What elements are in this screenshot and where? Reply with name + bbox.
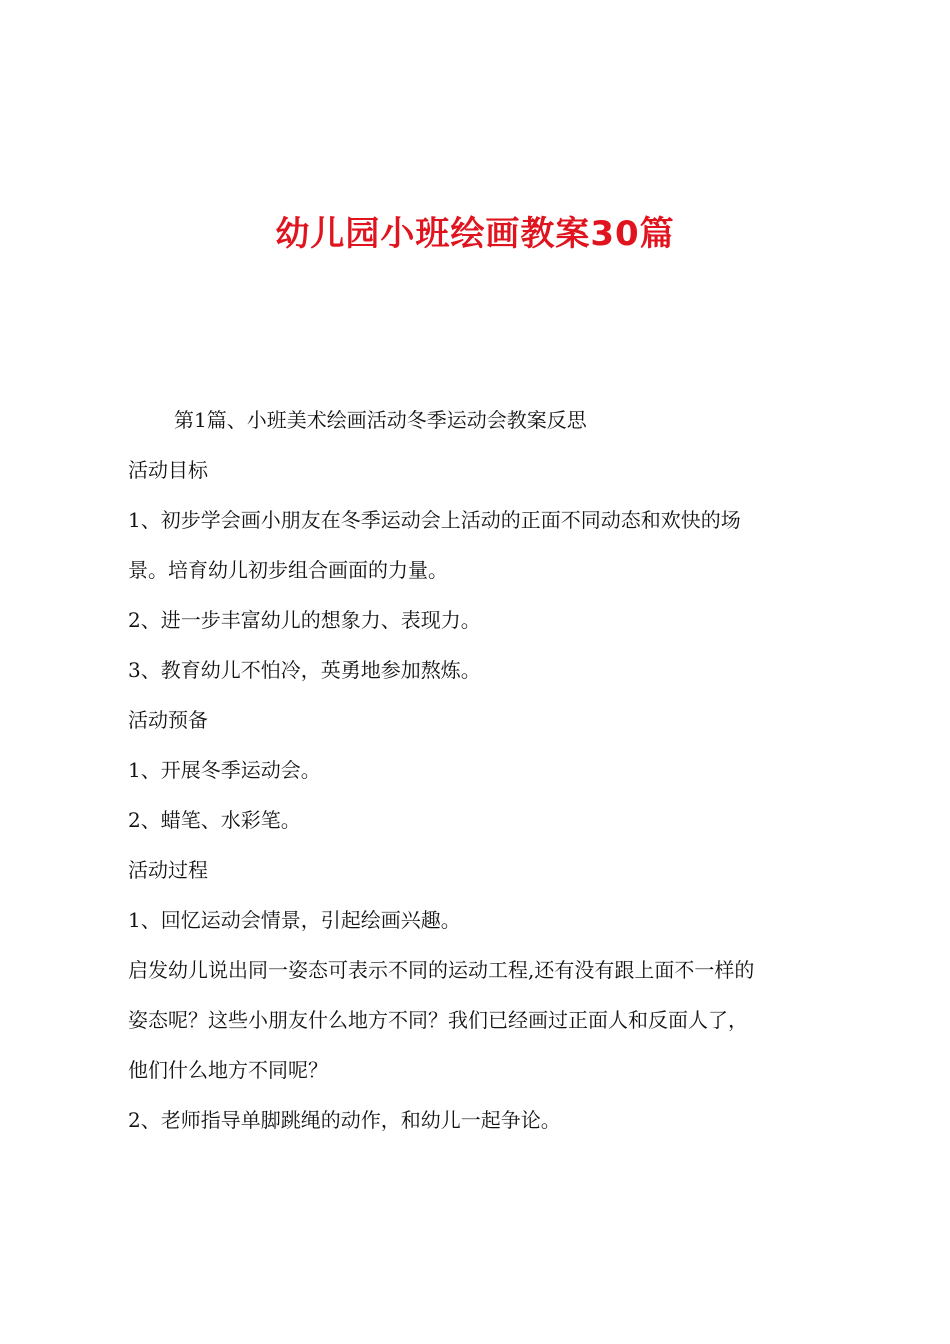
paragraph-line: 他们什么地方不同呢？ bbox=[128, 1058, 328, 1082]
paragraph-line: 活动预备 bbox=[128, 708, 208, 732]
paragraph-line: 启发幼儿说出同一姿态可表示不同的运动工程,还有没有跟上面不一样的 bbox=[128, 958, 755, 982]
paragraph-line: 1、初步学会画小朋友在冬季运动会上活动的正面不同动态和欢快的场 bbox=[128, 508, 741, 532]
paragraph-line: 1、回忆运动会情景，引起绘画兴趣。 bbox=[128, 908, 461, 932]
paragraph-line: 活动目标 bbox=[128, 458, 208, 482]
paragraph-line: 2、进一步丰富幼儿的想象力、表现力。 bbox=[128, 608, 481, 632]
paragraph-line: 2、蜡笔、水彩笔。 bbox=[128, 808, 301, 832]
paragraph-line: 2、老师指导单脚跳绳的动作，和幼儿一起争论。 bbox=[128, 1108, 561, 1132]
section-heading: 第1篇、小班美术绘画活动冬季运动会教案反思 bbox=[174, 408, 587, 432]
document-body bbox=[128, 395, 838, 1145]
document-title: 幼儿园小班绘画教案30篇 bbox=[275, 214, 675, 254]
paragraph-line: 景。培育幼儿初步组合画面的力量。 bbox=[128, 558, 448, 582]
paragraph-line: 活动过程 bbox=[128, 858, 208, 882]
paragraph-line: 3、教育幼儿不怕冷，英勇地参加熬炼。 bbox=[128, 658, 481, 682]
paragraph-line: 1、开展冬季运动会。 bbox=[128, 758, 321, 782]
paragraph-line: 姿态呢？这些小朋友什么地方不同？我们已经画过正面人和反面人了， bbox=[128, 1008, 748, 1032]
